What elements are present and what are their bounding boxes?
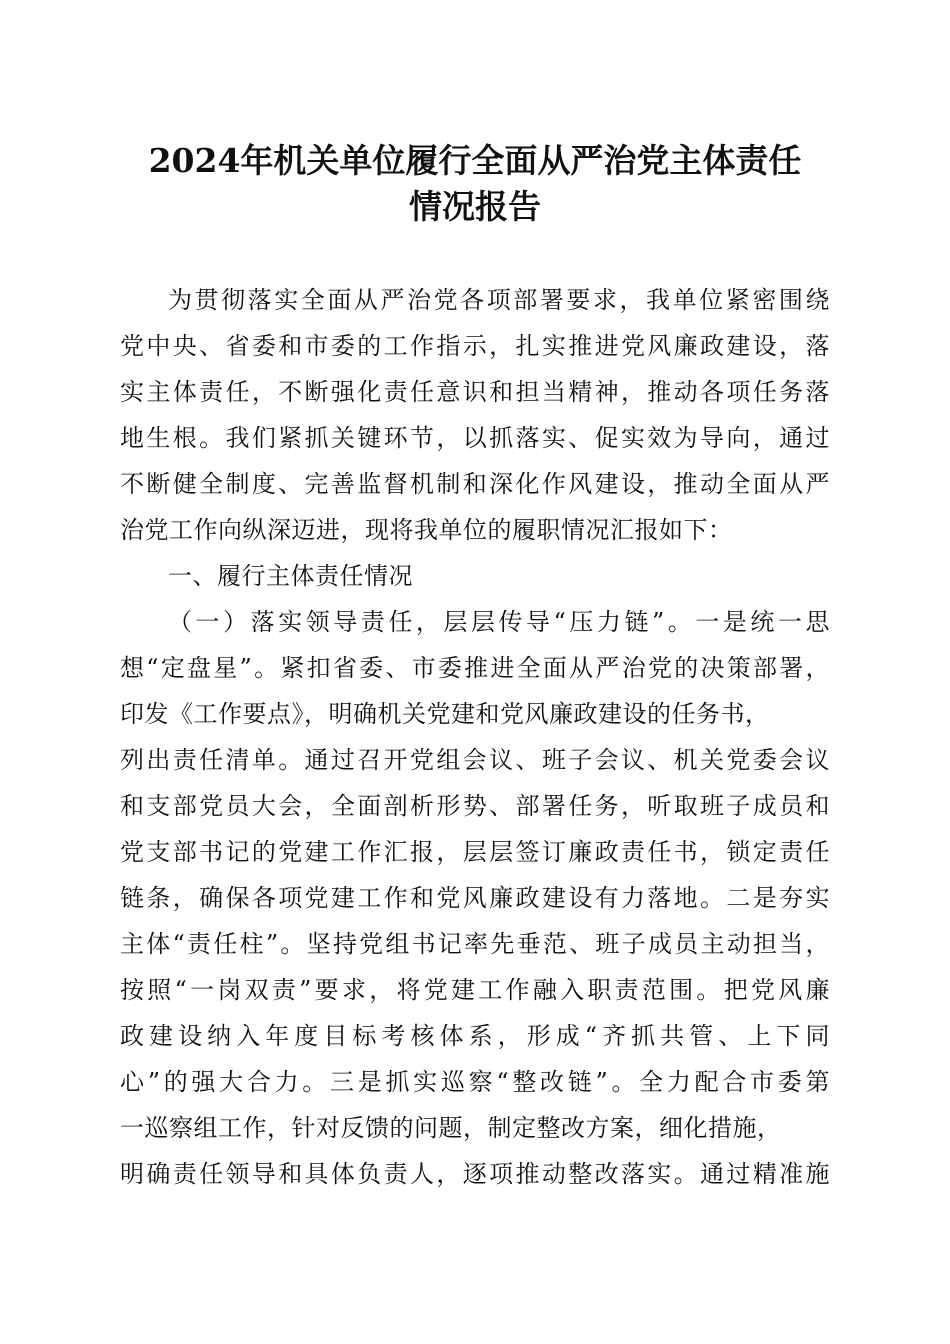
intro-line: 地生根。我们紧抓关键环节，以抓落实、促实效为导向，通过	[120, 424, 830, 452]
body-line: 列出责任清单。通过召开党组会议、班子会议、机关党委会议	[120, 746, 830, 774]
section-heading: 一、履行主体责任情况	[168, 562, 413, 590]
title-line-1: 2024年机关单位履行全面从严治党主体责任	[148, 141, 802, 180]
intro-line: 不断健全制度、完善监督机制和深化作风建设，推动全面从严	[120, 470, 830, 498]
body-line: 一巡察组工作，针对反馈的问题，制定整改方案，细化措施，	[120, 1114, 782, 1142]
intro-line: 党中央、省委和市委的工作指示，扎实推进党风廉政建设，落	[120, 332, 830, 360]
body-line: 链条，确保各项党建工作和党风廉政建设有力落地。二是夯实	[120, 884, 830, 912]
body-line: 党支部书记的党建工作汇报，层层签订廉政责任书，锁定责任	[120, 838, 830, 866]
document-title	[120, 138, 830, 230]
intro-line: 治党工作向纵深迈进，现将我单位的履职情况汇报如下：	[120, 516, 733, 544]
body-line: 主体“责任柱”。坚持党组书记率先垂范、班子成员主动担当，	[120, 930, 830, 958]
intro-line: 为贯彻落实全面从严治党各项部署要求，我单位紧密围绕	[168, 286, 830, 314]
body-line: 想“定盘星”。紧扣省委、市委推进全面从严治党的决策部署，	[120, 654, 830, 682]
body-line: 明确责任领导和具体负责人，逐项推动整改落实。通过精准施	[120, 1160, 830, 1188]
body-line: 印发《工作要点》，明确机关党建和党风廉政建设的任务书，	[120, 700, 770, 728]
title-line-2: 情况报告	[409, 187, 541, 226]
body-line: 按照“一岗双责”要求，将党建工作融入职责范围。把党风廉	[120, 976, 830, 1004]
body-line: 和支部党员大会，全面剖析形势、部署任务，听取班子成员和	[120, 792, 830, 820]
body-line: 政建设纳入年度目标考核体系，形成“齐抓共管、上下同	[120, 1022, 830, 1050]
body-line: 心”的强大合力。三是抓实巡察“整改链”。全力配合市委第	[120, 1068, 830, 1096]
body-line: （一）落实领导责任，层层传导“压力链”。一是统一思	[168, 608, 830, 636]
intro-line: 实主体责任，不断强化责任意识和担当精神，推动各项任务落	[120, 378, 830, 406]
